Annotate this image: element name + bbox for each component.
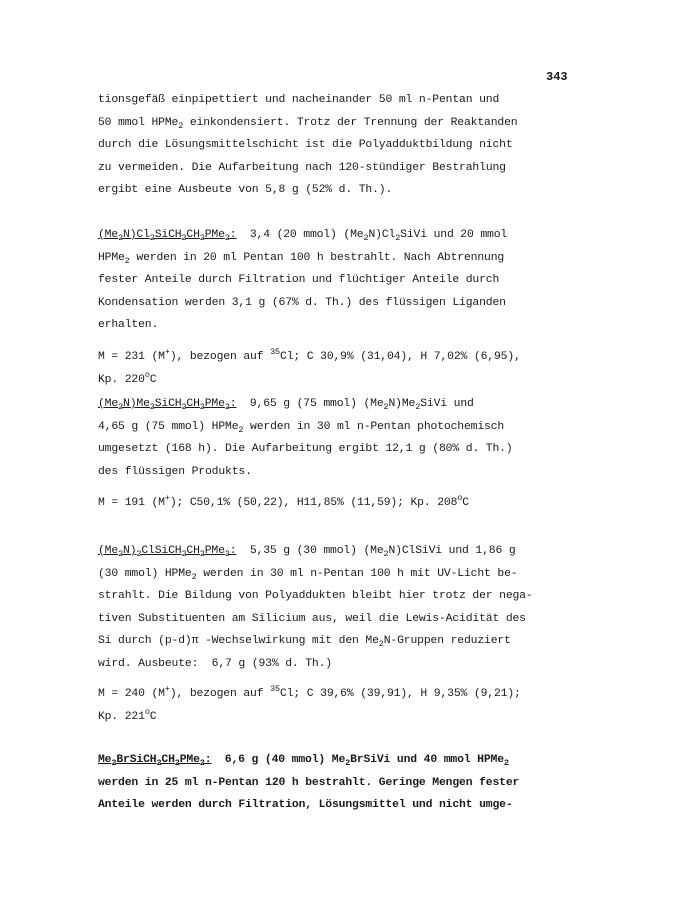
line: zu vermeiden. Die Aufarbeitung nach 120-stündiger Bestrahlung (98, 161, 506, 174)
line: tiven Substituenten am Silicium aus, weil die Lewis-Acidität des (98, 612, 526, 625)
paragraph-5 (98, 749, 598, 817)
paragraph-1 (98, 89, 598, 202)
line: (30 mmol) HPMe$_2$ werden in 30 ml n-Pentan 100 h mit UV-Licht be- (98, 567, 518, 582)
line: durch die Lösungsmittelschicht ist die Polyadduktbildung nicht (98, 139, 513, 151)
compound-heading: $Me_2BrSiCH_2CH_2PMe_2$: 6,6 g (40 mmol) $Me_2BrSiVi$ und 40 mmol HPMe$_2$ (98, 754, 509, 768)
compound-heading: $(Me_2N)_2ClSiCH_2CH_2PMe_2$: 5,35 g (30 mmol) $(Me_2N)ClSiVi$ und 1,86 g (98, 545, 516, 559)
line: Anteile werden durch Filtration, Lösungsmittel und nicht umge- (98, 799, 513, 811)
line: wird. Ausbeute: 6,7 g (93% d. Th.) (98, 657, 332, 670)
line: 50 mmol HPMe$_2$ einkondensiert. Trotz der Trennung der Reaktanden (98, 116, 518, 131)
line: fester Anteile durch Filtration und flüchtiger Anteile durch (98, 274, 500, 286)
paragraph-4 (98, 540, 598, 675)
analysis-line: M = 191 (M+); C50,1% (50,22), H11,85% (11,59); Kp. 208$^o$C (98, 493, 469, 509)
compound-heading: $(Me_2N)Cl_2SiCH_2CH_2PMe_2$: 3,4 (20 mmol) $(Me_2N)Cl_2SiVi$ und 20 mmol (98, 229, 508, 243)
page-number: 343 (546, 70, 568, 84)
line: umgesetzt (168 h). Die Aufarbeitung ergibt 12,1 g (80% d. Th.) (98, 443, 513, 455)
line: tionsgefäß einpipettiert und nacheinander 50 ml n-Pentan und (98, 94, 500, 106)
line: strahlt. Die Bildung von Polyaddukten bleibt hier trotz der nega- (98, 590, 533, 602)
paragraph-3 (98, 393, 598, 483)
analysis-line: M = 231 (M+), bezogen auf $^{35}$Cl; C 30,9% (31,04), H 7,02% (6,95), Kp. 220$^o$C (98, 347, 521, 386)
line: Si durch (p-d)π -Wechselwirkung mit den $Me_2N$-Gruppen reduziert (98, 635, 511, 649)
paragraph-2 (98, 224, 598, 337)
line: des flüssigen Produkts. (98, 465, 252, 478)
analysis-line: M = 240 (M+), bezogen auf $^{35}$Cl; C 39,6% (39,91), H 9,35% (9,21); Kp. 221$^o$C (98, 684, 521, 723)
compound-heading: $(Me_2N)Me_2SiCH_2CH_2PMe_2$: 9,65 g (75 mmol) $(Me_2N)Me_2SiVi$ und (98, 398, 474, 412)
line: Kondensation werden 3,1 g (67% d. Th.) des flüssigen Liganden (98, 296, 506, 309)
line: ergibt eine Ausbeute von 5,8 g (52% d. Th.). (98, 184, 393, 196)
line: 4,65 g (75 mmol) HPMe$_2$ werden in 30 ml n-Pentan photochemisch (98, 420, 505, 435)
line: HPMe$_2$ werden in 20 ml Pentan 100 h bestrahlt. Nach Abtrennung (98, 251, 505, 266)
line: erhalten. (98, 319, 159, 331)
line: werden in 25 ml n-Pentan 120 h bestrahlt. Geringe Mengen fester (98, 776, 520, 789)
